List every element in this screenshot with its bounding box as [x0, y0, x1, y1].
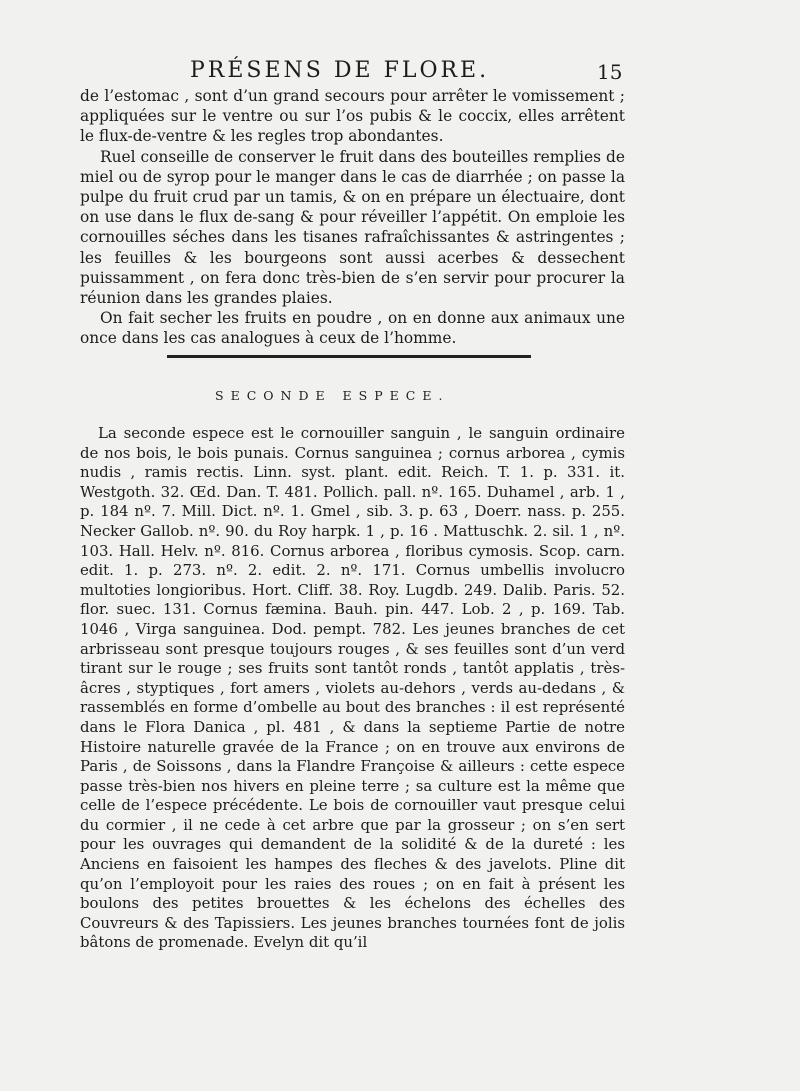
page-number: 15 — [597, 60, 623, 84]
running-title: PRÉSENS DE FLORE. — [190, 58, 490, 83]
section-divider-rule — [167, 355, 531, 358]
paragraph-poudre: On fait secher les fruits en poudre , on en donne aux animaux une once dans les cas analogues à ceux de l’homme. — [80, 309, 625, 348]
page-header — [0, 58, 800, 86]
paragraph-seconde-espece: La seconde espece est le cornouiller sanguin , le sanguin ordinaire de nos bois, le bois punais. Cornus sanguinea ; cornus arborea , cymis nudis , ramis rectis. Linn. syst. plant. edit. Reich. T. 1. p. 331. it. Westgoth. 32. Œd. Dan. T. 481. Pollich. pall. nº. 165. Duhamel , arb. 1 , p. 184 nº. 7. Mill. Dict. nº. 1. Gmel , sib. 3. p. 63 , Doerr. nass. p. 255. Necker Gallob. nº. 90. du Roy harpk. 1 , p. 16 . Mattuschk. 2. sil. 1 , nº. 103. Hall. Helv. nº. 816. Cornus arborea , floribus cymosis. Scop. carn. edit. 1. p. 273. nº. 2. edit. 2. nº. 171. Cornus umbellis involucro multoties longioribus. Hort. Cliff. 38. Roy. Lugdb. 249. Dalib. Paris. 52. flor. suec. 131. Cornus fæmina. Bauh. pin. 447. Lob. 2 , p. 169. Tab. 1046 , Virga sanguinea. Dod. pempt. 782. Les jeunes branches de cet arbrisseau sont presque toujours rouges , & ses feuilles sont d’un verd tirant sur le rouge ; ses fruits sont tantôt ronds , tantôt applatis , très-âcres , styptiques , fort amers , violets au-dehors , verds au-dedans , & rassemblés en forme d’ombelle au bout des branches : il est représenté dans le Flora Danica , pl. 481 , & dans la septieme Partie de notre Histoire naturelle gravée de la France ; on en trouve aux environs de Paris , de Soissons , dans la Flandre Françoise & ailleurs : cette espece passe très-bien nos hivers en pleine terre ; sa culture est la même que celle de l’espece précédente. Le bois de cornouiller vaut presque celui du cormier , il ne cede à cet arbre que par la grosseur ; on s’en sert pour les ouvrages qui demandent de la solidité & de la dureté : les Anciens en faisoient les hampes des fleches & des javelots. Pline dit qu’on l’employoit pour les raies des roues ; on en fait à présent les boulons des petites brouettes & les échelons des échelles des Couvreurs & des Tapissiers. Les jeunes branches tournées font de jolis bâtons de promenade. Evelyn dit qu’il — [80, 424, 625, 952]
section-heading-text: SECONDE ESPECE. — [215, 388, 450, 403]
upper-text-block — [80, 86, 625, 349]
paragraph-ruel: Ruel conseille de conserver le fruit dans des bouteilles remplies de miel ou de syrop pour le manger dans le cas de diarrhée ; on passe la pulpe du fruit crud par un tamis, & on en prépare un électuaire, dont on use dans le flux de-sang & pour réveiller l’appétit. On emploie les cornouilles séches dans les tisanes rafraîchissantes & astringentes ; les feuilles & les bourgeons sont aussi acerbes & dessechent puissamment , on fera donc très-bien de s’en servir pour procurer la réunion dans les grandes plaies. — [80, 147, 625, 308]
paragraph-continued: de l’estomac , sont d’un grand secours pour arrêter le vomissement ; appliquées sur le ventre ou sur l’os pubis & le coccix, elles arrêtent le flux-de-ventre & les regles trop abondantes. — [80, 87, 625, 146]
lower-text-block — [80, 424, 625, 953]
